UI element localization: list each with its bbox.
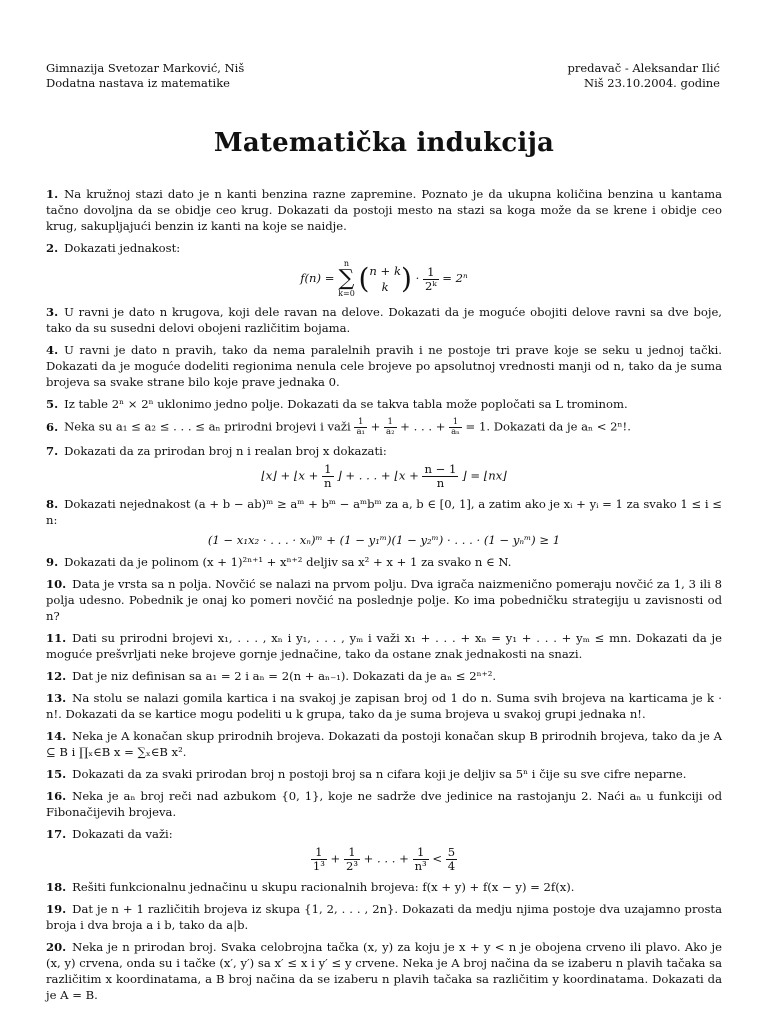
problem-2: 2. Dokazati jednakost: f(n) = n ∑ k=0 ( n + k k ) · $\frac{1}{\text{2ᵏ}}$ = 2ⁿ xyxy=(46,240,722,298)
formula-8: (1 − x₁x₂ · . . . · xₙ)ᵐ + (1 − y₁ᵐ)(1 − y₂ᵐ) · . . . · (1 − yₙᵐ) ≥ 1 xyxy=(207,533,561,547)
fraction: $\frac{5}{4}$ xyxy=(447,845,456,873)
problem-5: 5. Iz table 2ⁿ × 2ⁿ uklonimo jedno polje. Dokazati da se takva tabla može popločati sa L trominom. xyxy=(46,397,628,411)
sum-symbol: n ∑ k=0 xyxy=(338,259,355,298)
problem-text: U ravni je dato n pravih, tako da nema paralelnih pravih i ne postoje tri prave koje se seku u jednoj tački. Dokazati da je moguće dodeliti regionima nenula cele brojeve po apsolutnoj vrednosti manji od n, tako da je suma brojeva sa svake strane bilo koje prave jednaka 0. xyxy=(46,343,722,389)
problem-12: 12. Dat je niz definisan sa a₁ = 2 i aₙ = 2(n + aₙ₋₁). Dokazati da je aₙ ≤ 2ⁿ⁺². xyxy=(46,669,497,683)
formula-2: f(n) = n ∑ k=0 ( n + k k ) · $\frac{1}{\text{2ᵏ}}$ = 2ⁿ xyxy=(300,259,468,298)
fraction: $\frac{1}{\text{aₙ}}$ xyxy=(451,417,460,437)
problem-text: Na stolu se nalazi gomila kartica i na svakoj je zapisan broj od 1 do n. Suma svih brojeva na karticama je k · n!. Dokazati da se kartice mogu podeliti u k grupa, tako da je suma brojeva u svakoj grupi jednaka n!. xyxy=(46,691,722,721)
problem-15: 15. Dokazati da za svaki prirodan broj n postoji broj sa n cifara koji je deljiv sa 5ⁿ i čije su sve cifre neparne. xyxy=(46,767,687,781)
fraction: $\frac{1}{\text{2ᵏ}}$ xyxy=(424,264,437,293)
problem-text: Dokazati da je polinom (x + 1)²ⁿ⁺¹ + xⁿ⁺² deljiv sa x² + x + 1 za svako n ∈ N. xyxy=(64,555,512,569)
problem-text: Neka je aₙ broj reči nad azbukom {0, 1}, koje ne sadrže dve jedinice na rastojanju 2. Naći aₙ u funkciji od Fibonačijevih brojeva. xyxy=(46,789,722,819)
problem-text: Dat je n + 1 različitih brojeva iz skupa {1, 2, . . . , 2n}. Dokazati da medju njima postoje dva uzajamno prosta broja i dva broja a i b, tako da a|b. xyxy=(46,902,722,932)
problem-1: 1. Na kružnoj stazi dato je n kanti benzina razne zapremine. Poznato je da ukupna količina benzina u kantama tačno dovoljna da se obidje ceo krug. Dokazati da postoji mesto na stazi sa koga može da se krene i obidje ceo krug, sakupljajući benzin iz kanti na koje se naidje. xyxy=(46,187,722,233)
problem-text: Na kružnoj stazi dato je n kanti benzina razne zapremine. Poznato je da ukupna količina benzina u kantama tačno dovoljna da se obidje ceo krug. Dokazati da postoji mesto na stazi sa koga može da se krene i obidje ceo krug, sakupljajući benzin iz kanti na koje se naidje. xyxy=(46,187,722,233)
place-date: Niš 23.10.2004. godine xyxy=(584,76,720,90)
problem-17: 17. Dokazati da važi: $\frac{1}{\text{1³}}$ + $\frac{1}{\text{2³}}$ + . . . + $\frac{1}{\text{n³}}$ < $\frac{5}{4}$ xyxy=(46,826,722,873)
problem-4: 4. U ravni je dato n pravih, tako da nema paralelnih pravih i ne postoje tri prave koje se seku u jednoj tački. Dokazati da je moguće dodeliti regionima nenula cele brojeve po apsolutnoj vrednosti manji od n, tako da je suma brojeva sa svake strane bilo koje prave jednaka 0. xyxy=(46,343,722,389)
problem-text: Neka su a₁ ≤ a₂ ≤ . . . ≤ aₙ prirodni brojevi i važi xyxy=(64,419,351,434)
formula-17: $\frac{1}{\text{1³}}$ + $\frac{1}{\text{2³}}$ + . . . + $\frac{1}{\text{n³}}$ < $\frac{5}{4}$ xyxy=(312,845,456,873)
problem-8: 8. Dokazati nejednakost (a + b − ab)ᵐ ≥ aᵐ + bᵐ − aᵐbᵐ za a, b ∈ [0, 1], a zatim ako je xᵢ + yᵢ = 1 za svako 1 ≤ i ≤ n: (1 − x₁x₂ · . . . · xₙ)ᵐ + (1 − y₁ᵐ)(1 − y₂ᵐ) · . . . · (1 − yₙᵐ) ≥ 1 xyxy=(46,497,722,547)
header-left xyxy=(46,61,244,91)
course-name: Dodatna nastava iz matematike xyxy=(46,76,230,90)
problem-text: Dokazati jednakost: xyxy=(64,241,181,255)
problem-text: Neka je A konačan skup prirodnih brojeva. Dokazati da postoji konačan skup B prirodnih brojeva, tako da je A ⊆ B i ∏ₓ∈B x = ∑ₓ∈B x². xyxy=(46,729,722,759)
page-title: Matematička indukcija xyxy=(213,128,555,158)
binomial: ( n + k k ) xyxy=(358,262,412,295)
problem-20: 20. Neka je n prirodan broj. Svaka celobrojna tačka (x, y) za koju je x + y < n je obojena crveno ili plavo. Ako je (x, y) crvena, onda su i tačke (x′, y′) sa x′ ≤ x i y′ ≤ y crvene. Neka je A broj načina da se izaberu n plavih tačaka sa različitim x koordinatama, a B broj načina da se izaberu n plavih tačaka sa različitim y koordinatama. Dokazati da je A = B. xyxy=(46,940,722,1002)
problem-list xyxy=(46,186,722,1009)
problem-text: Data je vrsta sa n polja. Novčić se nalazi na prvom polju. Dva igrača naizmenično pomeraju novčić za 1, 3 ili 8 polja udesno. Pobednik je onaj ko pomeri novčić na poslednje polje. Ko ima pobedničku strategiju u zavisnosti od n? xyxy=(46,577,722,623)
problem-9: 9. Dokazati da je polinom (x + 1)²ⁿ⁺¹ + xⁿ⁺² deljiv sa x² + x + 1 za svako n ∈ N. xyxy=(46,555,512,569)
problem-13: 13. Na stolu se nalazi gomila kartica i na svakoj je zapisan broj od 1 do n. Suma svih brojeva na karticama je k · n!. Dokazati da se kartice mogu podeliti u k grupa, tako da je suma brojeva u svakoj grupi jednaka n!. xyxy=(46,691,722,721)
problem-text: Dati su prirodni brojevi x₁, . . . , xₙ i y₁, . . . , yₘ i važi x₁ + . . . + xₙ = y₁ + . . . + yₘ ≤ mn. Dokazati da je moguće prešvrljati neke brojeve gornje jednačine, tako da ostane znak jednakosti na snazi. xyxy=(46,631,722,661)
problem-text: Neka je n prirodan broj. Svaka celobrojna tačka (x, y) za koju je x + y < n je obojena crveno ili plavo. Ako je (x, y) crvena, onda su i tačke (x′, y′) sa x′ ≤ x i y′ ≤ y crvene. Neka je A broj načina da se izaberu n plavih tačaka sa različitim x koordinatama, a B broj načina da se izaberu n plavih tačaka sa različitim y koordinatama. Dokazati da je A = B. xyxy=(46,940,722,1002)
header-right xyxy=(567,61,720,91)
problem-7: 7. Dokazati da za prirodan broj n i realan broj x dokazati: ⌊x⌋ + ⌊x + $\frac{1}{n}$ ⌋ + . . . + ⌊x + $\frac{n - 1}{n}$ ⌋ = ⌊nx⌋ xyxy=(46,443,722,490)
school-name: Gimnazija Svetozar Marković, Niš xyxy=(46,61,245,75)
lecturer: predavač - Aleksandar Ilić xyxy=(567,61,720,75)
fraction: $\frac{1}{\text{n³}}$ xyxy=(414,845,427,873)
fraction: $\frac{n - 1}{n}$ xyxy=(424,462,457,490)
problem-6: 6. Neka su a₁ ≤ a₂ ≤ . . . ≤ aₙ prirodni brojevi i važi $\frac{1}{\text{a₁}}$ + $\frac{1}{\text{a₂}}$ + . . . + $\frac{1}{\text{aₙ}}$ = 1. Dokazati da je aₙ < 2ⁿ!. xyxy=(46,417,631,437)
fraction: $\frac{1}{\text{1³}}$ xyxy=(312,845,325,873)
fraction: $\frac{1}{\text{2³}}$ xyxy=(345,845,358,873)
fraction: $\frac{1}{n}$ xyxy=(324,462,332,490)
fraction: $\frac{1}{\text{a₂}}$ xyxy=(386,417,395,437)
problem-11: 11. Dati su prirodni brojevi x₁, . . . , xₙ i y₁, . . . , yₘ i važi x₁ + . . . + xₙ = y₁ + . . . + yₘ ≤ mn. Dokazati da je moguće prešvrljati neke brojeve gornje jednačine, tako da ostane znak jednakosti na snazi. xyxy=(46,631,722,661)
problem-16: 16. Neka je aₙ broj reči nad azbukom {0, 1}, koje ne sadrže dve jedinice na rastojanju 2. Naći aₙ u funkciji od Fibonačijevih brojeva. xyxy=(46,789,722,819)
problem-19: 19. Dat je n + 1 različitih brojeva iz skupa {1, 2, . . . , 2n}. Dokazati da medju njima postoje dva uzajamno prosta broja i dva broja a i b, tako da a|b. xyxy=(46,902,722,932)
problem-text: U ravni je dato n krugova, koji dele ravan na delove. Dokazati da je moguće obojiti delove ravni sa dve boje, tako da su susedni delovi obojeni različitim bojama. xyxy=(46,305,722,335)
problem-10: 10. Data je vrsta sa n polja. Novčić se nalazi na prvom polju. Dva igrača naizmenično pomeraju novčić za 1, 3 ili 8 polja udesno. Pobednik je onaj ko pomeri novčić na poslednje polje. Ko ima pobedničku strategiju u zavisnosti od n? xyxy=(46,577,722,623)
problem-text: Dokazati nejednakost (a + b − ab)ᵐ ≥ aᵐ + bᵐ − aᵐbᵐ za a, b ∈ [0, 1], a zatim ako je xᵢ + yᵢ = 1 za svako 1 ≤ i ≤ n: xyxy=(46,497,722,527)
problem-text: Dokazati da za svaki prirodan broj n postoji broj sa n cifara koji je deljiv sa 5ⁿ i čije su sve cifre neparne. xyxy=(72,767,687,781)
problem-text: Dokazati da za prirodan broj n i realan broj x dokazati: xyxy=(64,444,387,458)
problem-text: Dat je niz definisan sa a₁ = 2 i aₙ = 2(n + aₙ₋₁). Dokazati da je aₙ ≤ 2ⁿ⁺². xyxy=(72,669,497,683)
fraction: $\frac{1}{\text{a₁}}$ xyxy=(356,417,365,437)
problem-18: 18. Rešiti funkcionalnu jednačinu u skupu racionalnih brojeva: f(x + y) + f(x − y) = 2f(x). xyxy=(46,880,575,894)
problem-text: Iz table 2ⁿ × 2ⁿ uklonimo jedno polje. Dokazati da se takva tabla može popločati sa L trominom. xyxy=(64,397,628,411)
problem-text: Rešiti funkcionalnu jednačinu u skupu racionalnih brojeva: f(x + y) + f(x − y) = 2f(x). xyxy=(72,880,575,894)
problem-text: Dokazati da važi: xyxy=(72,827,173,841)
formula-7: ⌊x⌋ + ⌊x + $\frac{1}{n}$ ⌋ + . . . + ⌊x + $\frac{n - 1}{n}$ ⌋ = ⌊nx⌋ xyxy=(261,462,507,490)
problem-3: 3. U ravni je dato n krugova, koji dele ravan na delove. Dokazati da je moguće obojiti delove ravni sa dve boje, tako da su susedni delovi obojeni različitim bojama. xyxy=(46,305,722,335)
problem-14: 14. Neka je A konačan skup prirodnih brojeva. Dokazati da postoji konačan skup B prirodnih brojeva, tako da je A ⊆ B i ∏ₓ∈B x = ∑ₓ∈B x². xyxy=(46,729,722,759)
